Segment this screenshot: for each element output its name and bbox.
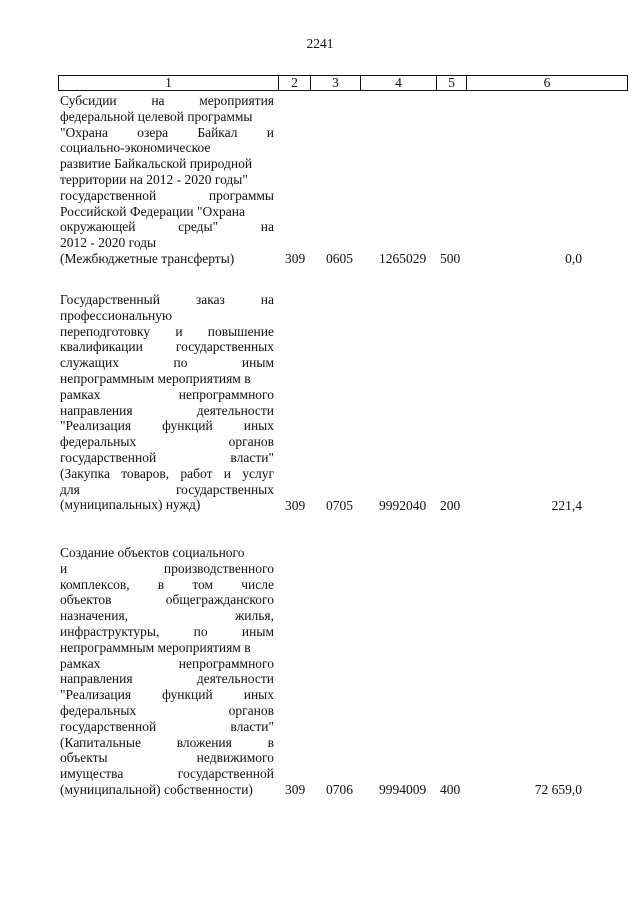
- cell-target-article: 9992040: [379, 498, 427, 513]
- desc-line: и производственного: [60, 560, 274, 576]
- cell-grbs: 309: [285, 498, 306, 513]
- desc-line: направления деятельности: [60, 671, 274, 687]
- row-description: [60, 545, 274, 798]
- header-col-1: 1: [59, 76, 279, 90]
- desc-line: Создание объектов социального: [60, 545, 245, 560]
- desc-line: имущества государственной: [60, 766, 274, 782]
- desc-line: квалификации государственных: [60, 339, 274, 355]
- cell-target-article: 1265029: [379, 251, 427, 266]
- header-col-2: 2: [279, 76, 311, 90]
- cell-expense-type: 200: [440, 498, 461, 513]
- desc-line: объектов общегражданского: [60, 592, 274, 608]
- page-number: 2241: [306, 36, 334, 51]
- desc-line: непрограммным мероприятиям в: [60, 370, 251, 386]
- desc-line: социально-экономическое: [60, 140, 211, 156]
- desc-line: направления деятельности: [60, 402, 274, 418]
- desc-line: федеральных органов: [60, 434, 274, 450]
- header-col-6: 6: [543, 75, 551, 90]
- header-col-3: 3: [311, 76, 361, 90]
- desc-line: 2012 - 2020 годы: [60, 235, 157, 251]
- header-col-5: 5: [437, 76, 467, 90]
- desc-line: (муниципальной) собственности): [60, 781, 253, 797]
- desc-line: (Закупка товаров, работ и услуг: [60, 465, 274, 481]
- cell-section: 0605: [326, 251, 353, 266]
- desc-line: "Реализация функций иных: [60, 418, 274, 434]
- desc-line: инфраструктуры, по иным: [60, 623, 274, 639]
- cell-expense-type: 500: [440, 251, 461, 266]
- desc-line: рамках непрограммного: [60, 386, 274, 402]
- desc-line: (Капитальные вложения в: [60, 734, 274, 750]
- desc-line: рамках непрограммного: [60, 655, 274, 671]
- cell-amount: 0,0: [565, 251, 582, 266]
- desc-line: (муниципальных) нужд): [60, 497, 201, 513]
- desc-line: переподготовку и повышение: [60, 323, 274, 339]
- desc-line: "Охрана озера Байкал и: [60, 124, 274, 140]
- desc-line: служащих по иным: [60, 355, 274, 371]
- desc-line: Государственный заказ на: [60, 292, 274, 307]
- cell-target-article: 9994009: [379, 782, 427, 797]
- desc-line: Российской Федерации "Охрана: [60, 203, 246, 219]
- desc-line: государственной власти": [60, 449, 274, 465]
- table-header: [58, 75, 628, 91]
- desc-line: для государственных: [60, 481, 274, 497]
- desc-line: окружающей среды" на: [60, 219, 274, 235]
- desc-line: федеральных органов: [60, 702, 274, 718]
- desc-line: Субсидии на мероприятия: [60, 93, 274, 108]
- cell-grbs: 309: [285, 251, 306, 266]
- row-description: [60, 292, 274, 513]
- desc-line: государственной программы: [60, 187, 274, 203]
- desc-line: комплексов, в том числе: [60, 576, 274, 592]
- cell-amount: 221,4: [551, 498, 582, 513]
- desc-line: территории на 2012 - 2020 годы": [60, 171, 248, 187]
- header-col-4: 4: [361, 76, 437, 90]
- desc-line: объекты недвижимого: [60, 750, 274, 766]
- desc-line: профессиональную: [60, 307, 173, 323]
- cell-section: 0706: [326, 782, 353, 797]
- desc-line: (Межбюджетные трансферты): [60, 250, 235, 266]
- desc-line: непрограммным мероприятиям в: [60, 639, 251, 655]
- desc-line: "Реализация функций иных: [60, 687, 274, 703]
- desc-line: назначения, жилья,: [60, 608, 274, 624]
- desc-line: федеральной целевой программы: [60, 108, 253, 124]
- row-description: [60, 93, 274, 267]
- cell-grbs: 309: [285, 782, 306, 797]
- cell-section: 0705: [326, 498, 353, 513]
- cell-amount: 72 659,0: [534, 782, 582, 797]
- desc-line: развитие Байкальской природной: [60, 156, 253, 172]
- desc-line: государственной власти": [60, 718, 274, 734]
- cell-expense-type: 400: [440, 782, 461, 797]
